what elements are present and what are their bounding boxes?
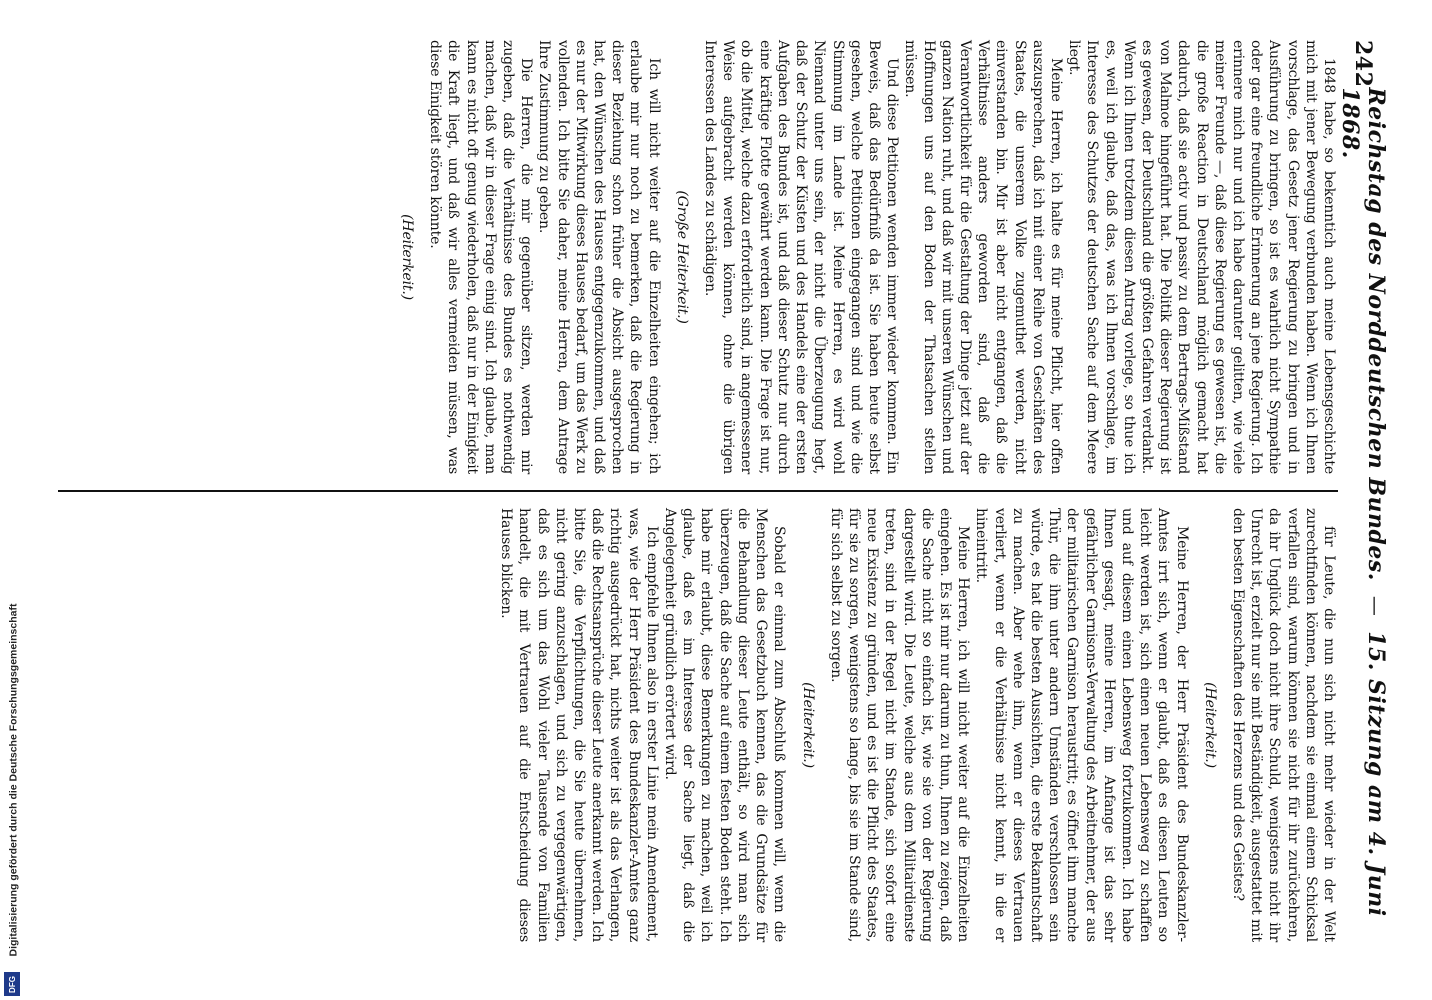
- digitization-credit-text: Digitalisierung gefördert durch die Deutsche Forschungsgemeinschaft: [7, 603, 20, 957]
- left-paragraph-4: Ich will nicht weiter auf die Einzelheiten eingehen; ich erlaube mir nur noch zu bemerken, daß die Regierung in dieser Beziehung schon früher die Absicht ausgesprochen hat, den Wünschen des Hauses entgegenzukommen, und daß es nur der Mitwirkung dieses Hauses bedarf, um das Werk zu vollenden. Ich bitte Sie daher, meine Herren, dem Antrage Ihre Zustimmung zu geben.: [536, 40, 662, 475]
- left-note-2: (Heiterkeit.): [399, 214, 416, 300]
- text-columns: [58, 40, 1338, 942]
- left-paragraph-5: Die Herren, die mir gegenüber sitzen, werden mir zugeben, daß die Verhältnisse des Bundes es nothwendig machen, daß wir in dieser Frage einig sind. Ich glaube, man kann es nicht oft genug wiederholen, daß nur in der Einigkeit die Kraft liegt, und daß wir alles vermeiden müssen, was diese Einigkeit stören könnte.: [427, 40, 535, 475]
- publication-title: Reichstag des Norddeutschen Bundes.: [1363, 87, 1389, 581]
- right-note-2: (Heiterkeit.): [799, 682, 816, 768]
- left-column: [388, 40, 1338, 474]
- page-header: [1337, 40, 1389, 942]
- session-date: 15. Sitzung am 4. Juni 1868.: [1337, 87, 1389, 917]
- right-paragraph-3: Meine Herren, ich will nicht weiter auf die Einzelheiten eingehen. Es ist mir nur darum zu thun, Ihnen zu zeigen, daß die Sache nicht so einfach ist, wie sie von der Regierung dargestellt wird. Die Leute, welche aus dem Militairdienste treten, sind in der Regel nicht im Stande, sich sofort eine neue Existenz zu gründen, und es ist die Pflicht des Staates, für sie zu sorgen, wenigstens so lange, bis sie im Stande sind, für sich selbst zu sorgen.: [827, 507, 972, 942]
- right-note-1: (Heiterkeit.): [1201, 682, 1218, 768]
- column-divider: [58, 490, 1338, 492]
- header-title-group: [1337, 87, 1389, 942]
- dfg-logo-icon: [4, 972, 20, 996]
- header-dash: —: [1364, 595, 1388, 617]
- right-paragraph-5: Ich empfehle Ihnen also in erster Linie mein Amendement, was, wie der Herr Präsident des Bundeskanzler-Amtes ganz richtig ausgedrückt hat, nichts weiter ist als das Verlangen, daß die Rechtsansprüche dieser Leute anerkannt werden. Ich bitte Sie, die Verpflichtungen, die Sie heute übernehmen, nicht gering anzuschlagen, und sich zu vergegenwärtigen, daß es sich um das Wohl vieler Tausende von Familien handelt, die mit Vertrauen auf die Entscheidung dieses Hauses blicken.: [498, 507, 660, 942]
- page-number: 242: [1350, 40, 1376, 88]
- right-paragraph-1: für Leute, die nun sich nicht mehr wieder in der Welt zurechtfinden können, nachdem sie einmal einem Schicksal verfallen sind, warum können sie nicht für ihr zurückehren, da ihr Unglück doch nicht ihre Schuld, wenigstens nicht ihr Unrecht ist, erzielt nur sie mit Beständigkeit, ausgestattet mit den besten Eigenschaften des Herzens und des Geistes?: [1229, 507, 1337, 942]
- left-note-1: (Große Heiterkeit.): [673, 190, 690, 324]
- left-paragraph-3: Und diese Petitionen wenden immer wieder kommen. Ein Beweis, daß das Bedürfniß da ist. Sie haben heute selbst gesehen, welche Petitionen eingegangen sind und wie die Stimmung im Lande ist. Meine Herren, es wird wohl Niemand unter uns sein, der nicht die Überzeugung hegt, daß der Schutz der Küsten und des Handels eine der ersten Aufgaben des Bundes ist, und daß dieser Schutz nur durch eine kräftige Flotte gewährt werden kann. Die Frage ist nur, ob die Mittel, welche dazu erforderlich sind, in angemessener Weise aufgebracht werden können, ohne die übrigen Interessen des Landes zu schädigen.: [702, 40, 901, 475]
- right-column: [497, 508, 1338, 942]
- left-paragraph-2: Meine Herren, ich halte es für meine Pflicht, hier offen auszusprechen, daß ich mit einer Reihe von Geschäften des Staates, die unserem Volke zugemuthet werden, nicht einverstanden bin. Mir ist aber nicht entgangen, daß die Verhältnisse anders geworden sind, daß die Verantwortlichkeit für die Gestaltung der Dinge jetzt auf der ganzen Nation ruht, und daß wir mit unseren Wünschen und Hoffnungen uns auf den Boden der Thatsachen stellen müssen.: [902, 40, 1064, 475]
- right-paragraph-2: Meine Herren, der Herr Präsident des Bundeskanzler-Amtes irrt sich, wenn er glaubt, daß es diesen Leuten so leicht werden ist, sich einen neuen Lebensweg zu schaffen und auf diesem einen Lebensweg fortzukommen. Ich habe Ihnen gesagt, meine Herren, im Anfange ist das sehr gefährlicher Garnisons-Verwaltung des Arbeitnehmer, der aus der militairischen Garnison heraustritt; es öffnet ihm manche Thür, die ihm unter andern Umständen verschlossen sein würde, es hat die besten Aussichten, die erste Bekanntschaft zu machen. Aber wehe ihm, wenn er dieses Vertrauen verliert, wenn er die Verhältnisse nicht kennt, in die er hineintritt.: [973, 507, 1190, 942]
- left-paragraph-1: 1848 habe, so bekenntich auch meine Lebensgeschichte mich mit jener Bewegung verbunden haben. Wenn ich Ihnen vorschlage, das Gesetz jener Regierung zu bringen und in Ausführung zu bringen, so ist es wahrlich nicht Sympathie oder gar eine freundliche Erinnerung an jene Regierung. Ich erinnere mich nur und ich habe darunter gelitten, wie viele meiner Freunde —, daß diese Regierung es gewesen ist, die die große Reaction in Deutschland möglich gemacht hat dadurch, daß sie activ und passiv zu dem Bertrags-Mißstand von Malmoe hingeführt hat. Die Politik dieser Regierung ist es gewesen, der Deutschland die größten Gefahren verdankt. Wenn ich Ihnen trotzdem diesen Antrag vorlege, so thue ich es, weil ich glaube, daß das, was ich Ihnen vorschlage, im Interesse des Schutzes der deutschen Sache auf dem Meere liegt.: [1066, 40, 1337, 475]
- right-paragraph-4: Sobald er einmal zum Abschluß kommen will, wenn die Menschen das Gesetzbuch kennen, das die Grundsätze für die Behandlung dieser Leute enthält, so wird man sich überzeugen, daß die Sache auf einem festen Boden steht. Ich habe mir erlaubt, diese Bemerkungen zu machen, weil ich glaube, daß es im Interesse der Sache liegt, daß die Angelegenheit gründlich erörtert wird.: [662, 507, 788, 942]
- dfg-logo-text: DFG: [7, 975, 17, 993]
- digitization-credit: [4, 560, 22, 1000]
